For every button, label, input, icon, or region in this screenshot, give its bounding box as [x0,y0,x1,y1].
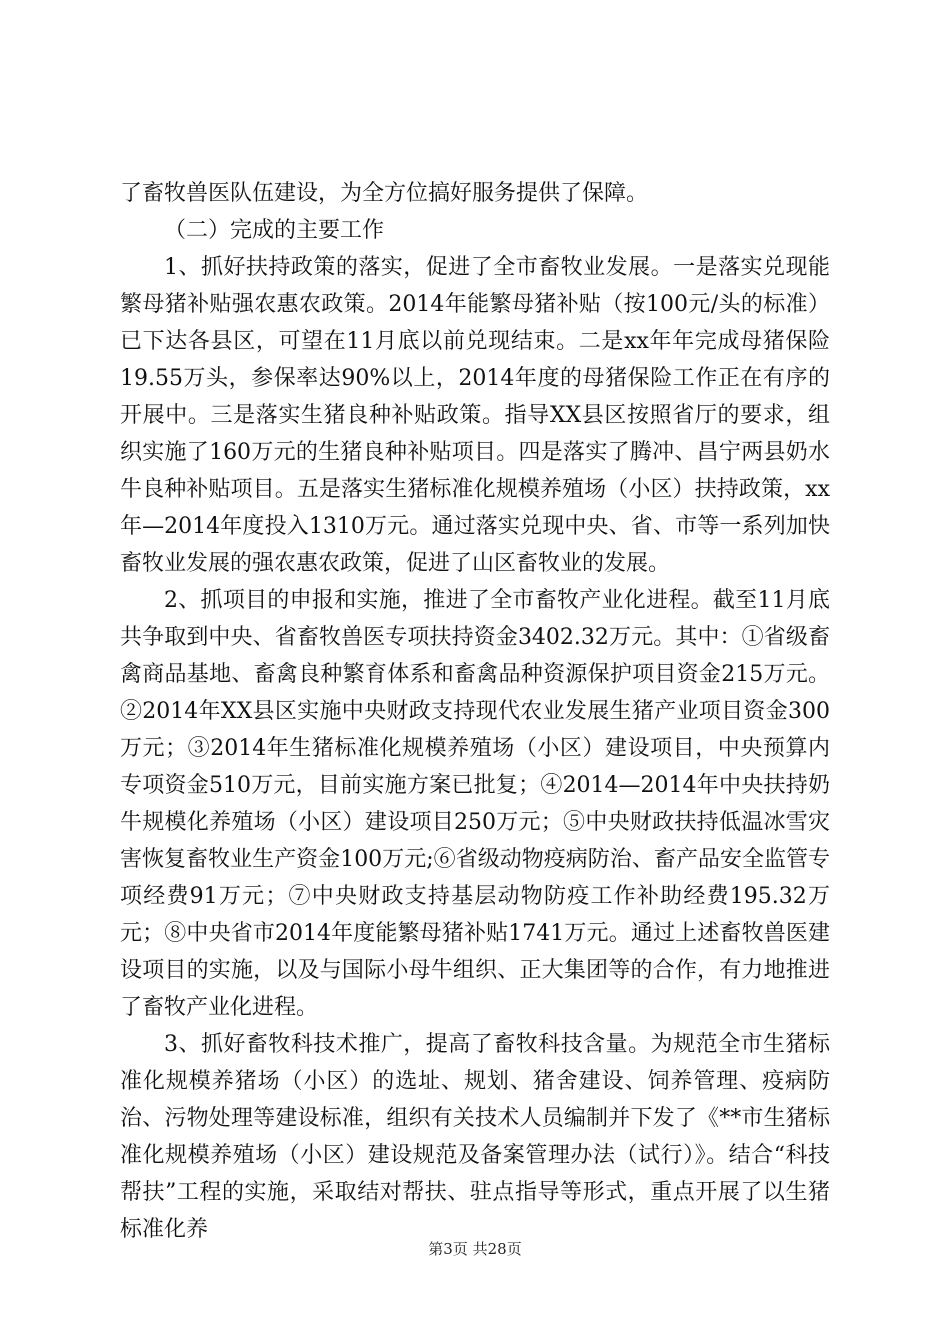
document-body [120,175,830,1248]
page-footer: 第3页 共28页 [428,1240,522,1258]
paragraph-continuation: 了畜牧兽医队伍建设，为全方位搞好服务提供了保障。 [120,181,649,206]
paragraph-item-1: 1、抓好扶持政策的落实，促进了全市畜牧业发展。一是落实兑现能繁母猪补贴强农惠农政策。2014年能繁母猪补贴（按100元/头的标准）已下达各县区，可望在11月底以前兑现结束。二是xx年年完成母猪保险19.55万头，参保率达90%以上，2014年度的母猪保险工作正在有序的开展中。三是落实生猪良种补贴政策。指导XX县区按照省厅的要求，组织实施了160万元的生猪良种补贴项目。四是落实了腾冲、昌宁两县奶水牛良种补贴项目。五是落实生猪标准化规模养殖场（小区）扶持政策，xx年—2014年度投入1310万元。通过落实兑现中央、省、市等一系列加快畜牧业发展的强农惠农政策，促进了山区畜牧业的发展。 [120,255,830,576]
section-heading: （二）完成的主要工作 [164,218,385,243]
paragraph-item-2: 2、抓项目的申报和实施，推进了全市畜牧产业化进程。截至11月底共争取到中央、省畜牧兽医专项扶持资金3402.32万元。其中：①省级畜禽商品基地、畜禽良种繁育体系和畜禽品种资源保护项目资金215万元。②2014年XX县区实施中央财政支持现代农业发展生猪产业项目资金300万元；③2014年生猪标准化规模养殖场（小区）建设项目，中央预算内专项资金510万元，目前实施方案已批复；④2014—2014年中央扶持奶牛规模化养殖场（小区）建设项目250万元；⑤中央财政扶持低温冰雪灾害恢复畜牧业生产资金100万元;⑥省级动物疫病防治、畜产品安全监管专项经费91万元；⑦中央财政支持基层动物防疫工作补助经费195.32万元；⑧中央省市2014年度能繁母猪补贴1741万元。通过上述畜牧兽医建设项目的实施，以及与国际小母牛组织、正大集团等的合作，有力地推进了畜牧产业化进程。 [120,588,830,1020]
paragraph-item-3: 3、抓好畜牧科技术推广，提高了畜牧科技含量。为规范全市生猪标准化规模养猪场（小区）的选址、规划、猪舍建设、饲养管理、疫病防治、污物处理等建设标准，组织有关技术人员编制并下发了《**市生猪标准化规模养殖场（小区）建设规范及备案管理办法（试行）》。结合“科技帮扶”工程的实施，采取结对帮扶、驻点指导等形式，重点开展了以生猪标准化养 [120,1032,830,1242]
